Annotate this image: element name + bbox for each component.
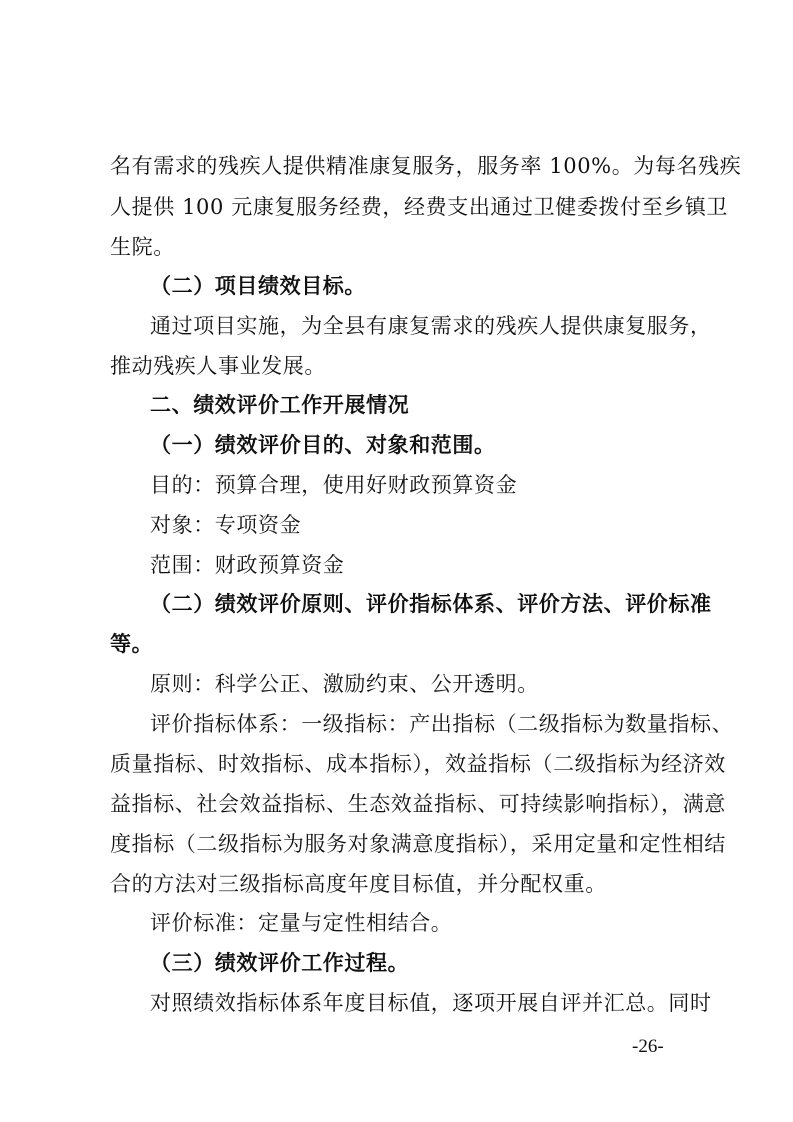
section-heading-continuation: 等。: [110, 631, 154, 656]
paragraph-line: 评价指标体系：一级指标：产出指标（二级指标为数量指标、: [150, 712, 734, 736]
section-heading: （一）绩效评价目的、对象和范围。: [150, 432, 496, 457]
paragraph-line: 目的：预算合理，使用好财政预算资金: [150, 473, 518, 497]
paragraph-line: 生院。: [110, 235, 175, 259]
paragraph-line: 通过项目实施，为全县有康复需求的残疾人提供康复服务，: [150, 314, 712, 338]
page-number: -26-: [632, 1036, 664, 1057]
paragraph-line: 原则：科学公正、激励约束、公开透明。: [150, 672, 539, 696]
paragraph-line: 质量指标、时效指标、成本指标），效益指标（二级指标为经济效: [110, 752, 726, 776]
paragraph-line: 对照绩效指标体系年度目标值，逐项开展自评并汇总。同时: [150, 991, 712, 1015]
paragraph-line: 益指标、社会效益指标、生态效益指标、可持续影响指标），满意: [110, 792, 726, 816]
section-heading: （二）绩效评价原则、评价指标体系、评价方法、评价标准: [150, 591, 712, 616]
paragraph-line: 名有需求的残疾人提供精准康复服务，服务率 100%。为每名残疾: [110, 154, 742, 178]
paragraph-line: 对象：专项资金: [150, 513, 302, 537]
paragraph-line: 人提供 100 元康复服务经费，经费支出通过卫健委拨付至乡镇卫: [110, 195, 729, 219]
section-heading: （二）项目绩效目标。: [150, 273, 366, 298]
section-heading: （三）绩效评价工作过程。: [150, 950, 410, 975]
paragraph-line: 范围：财政预算资金: [150, 553, 345, 577]
paragraph-line: 度指标（二级指标为服务对象满意度指标），采用定量和定性相结: [110, 832, 726, 856]
paragraph-line: 合的方法对三级指标高度年度目标值，并分配权重。: [110, 872, 607, 896]
chapter-heading: 二、绩效评价工作开展情况: [150, 393, 410, 417]
paragraph-line: 推动残疾人事业发展。: [110, 354, 326, 378]
paragraph-line: 评价标准：定量与定性相结合。: [150, 911, 453, 935]
